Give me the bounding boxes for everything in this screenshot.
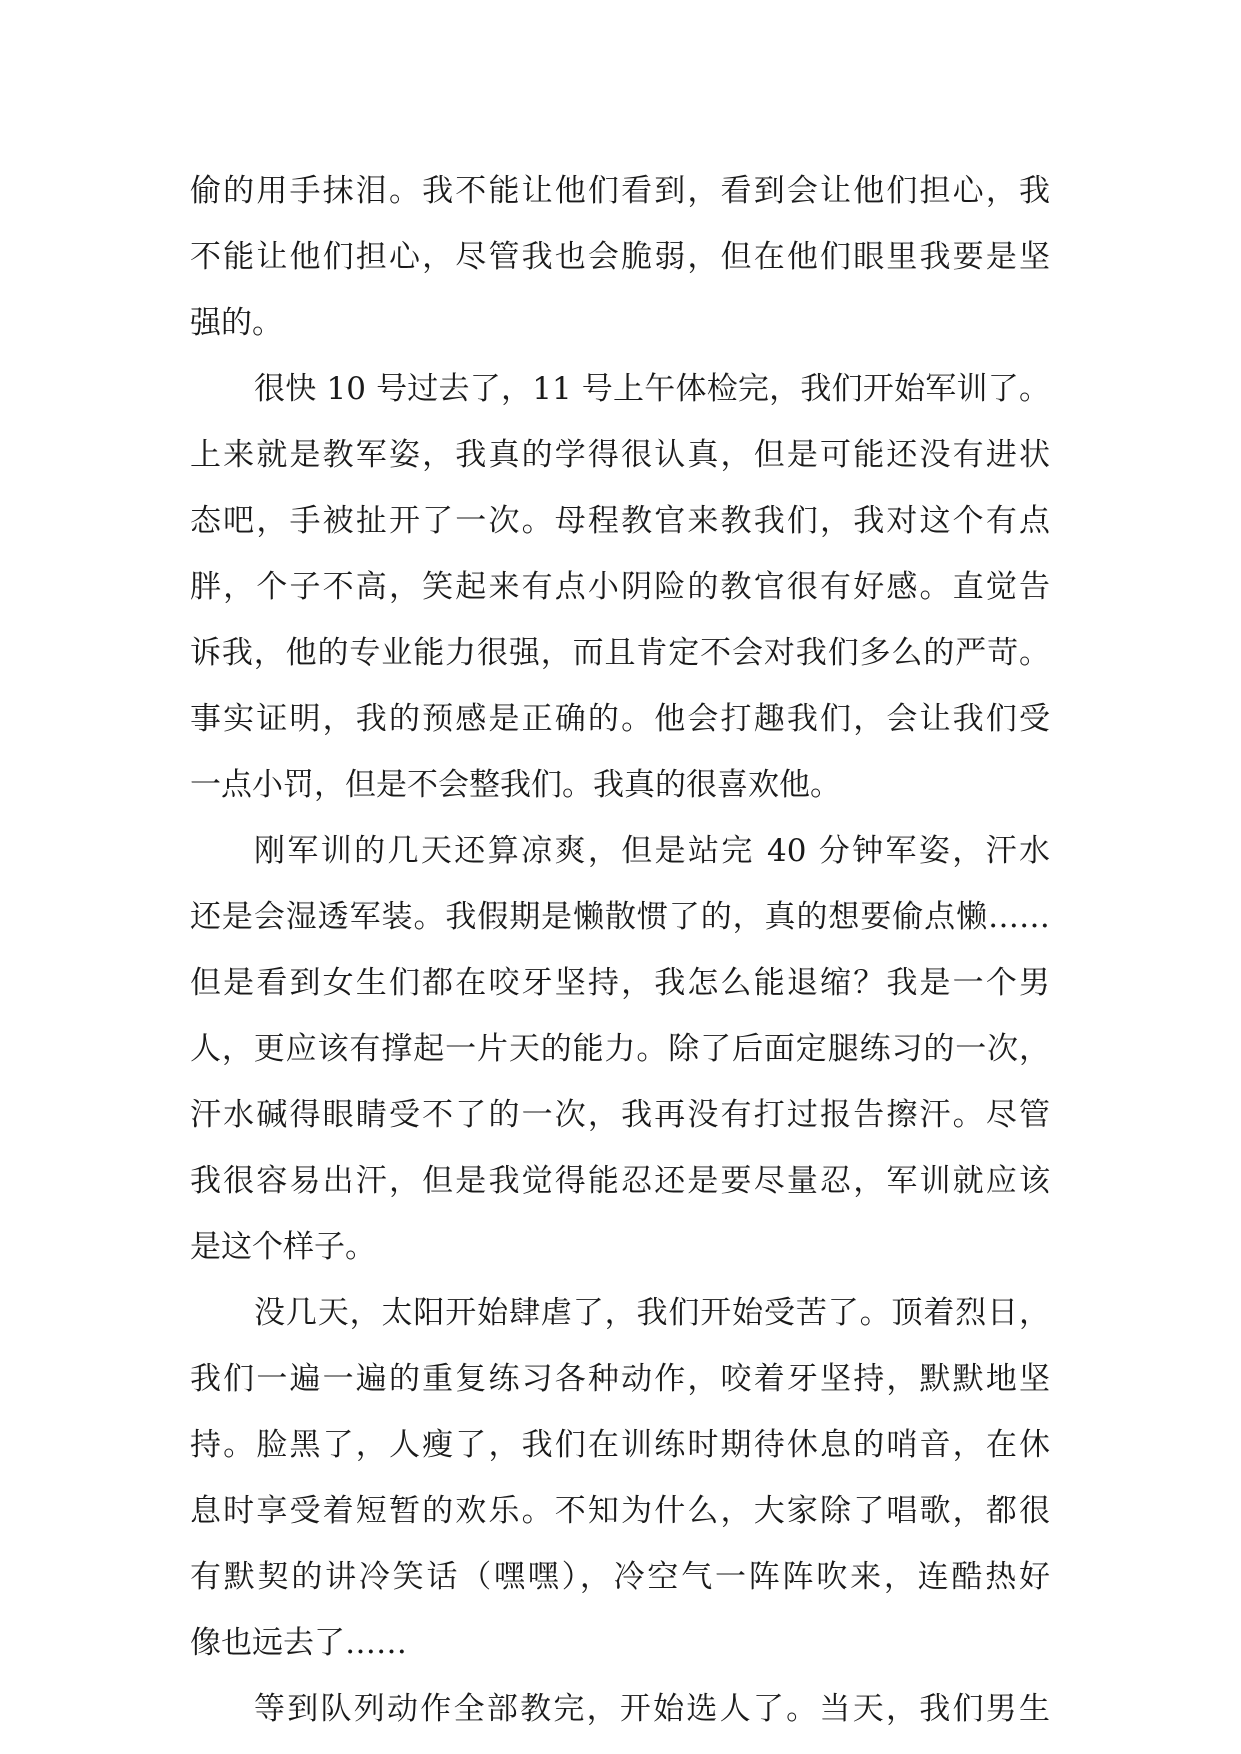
text-line: 没几天，太阳开始肆虐了，我们开始受苦了。顶着烈日， — [254, 1295, 1050, 1331]
text-line: 但是看到女生们都在咬牙坚持，我怎么能退缩？我是一个男 — [190, 965, 1050, 1001]
text-line: 像也远去了…… — [190, 1625, 407, 1661]
paragraph-3 — [190, 818, 1050, 1280]
text-line: 很快 10 号过去了，11 号上午体检完，我们开始军训了。 — [254, 371, 1050, 407]
text-line: 是这个样子。 — [190, 1229, 376, 1265]
paragraph-1 — [190, 158, 1050, 356]
text-line: 息时享受着短暂的欢乐。不知为什么，大家除了唱歌，都很 — [190, 1493, 1050, 1529]
text-line: 胖，个子不高，笑起来有点小阴险的教官很有好感。直觉告 — [190, 569, 1050, 605]
text-line: 态吧，手被扯开了一次。母程教官来教我们，我对这个有点 — [190, 503, 1050, 539]
paragraph-5 — [190, 1676, 1050, 1742]
document-body — [190, 158, 1050, 1742]
text-line: 持。脸黑了，人瘦了，我们在训练时期待休息的哨音，在休 — [190, 1427, 1050, 1463]
text-line: 还是会湿透军装。我假期是懒散惯了的，真的想要偷点懒…… — [190, 899, 1050, 935]
paragraph-4 — [190, 1280, 1050, 1676]
text-line: 有默契的讲冷笑话（嘿嘿），冷空气一阵阵吹来，连酷热好 — [190, 1559, 1050, 1595]
text-line: 我很容易出汗，但是我觉得能忍还是要尽量忍，军训就应该 — [190, 1163, 1050, 1199]
text-line: 强的。 — [190, 305, 283, 341]
text-line: 刚军训的几天还算凉爽，但是站完 40 分钟军姿，汗水 — [254, 833, 1050, 869]
text-line: 汗水碱得眼睛受不了的一次，我再没有打过报告擦汗。尽管 — [190, 1097, 1050, 1133]
text-line: 我们一遍一遍的重复练习各种动作，咬着牙坚持，默默地坚 — [190, 1361, 1050, 1397]
text-line: 上来就是教军姿，我真的学得很认真，但是可能还没有进状 — [190, 437, 1050, 473]
text-line: 事实证明，我的预感是正确的。他会打趣我们，会让我们受 — [190, 701, 1050, 737]
text-line: 诉我，他的专业能力很强，而且肯定不会对我们多么的严苛。 — [190, 635, 1050, 671]
text-line: 偷的用手抹泪。我不能让他们看到，看到会让他们担心，我 — [190, 173, 1050, 209]
text-line: 等到队列动作全部教完，开始选人了。当天，我们男生 — [254, 1691, 1050, 1727]
paragraph-2 — [190, 356, 1050, 818]
text-line: 人，更应该有撑起一片天的能力。除了后面定腿练习的一次， — [190, 1031, 1050, 1067]
text-line: 不能让他们担心，尽管我也会脆弱，但在他们眼里我要是坚 — [190, 239, 1050, 275]
text-line: 一点小罚，但是不会整我们。我真的很喜欢他。 — [190, 767, 841, 803]
